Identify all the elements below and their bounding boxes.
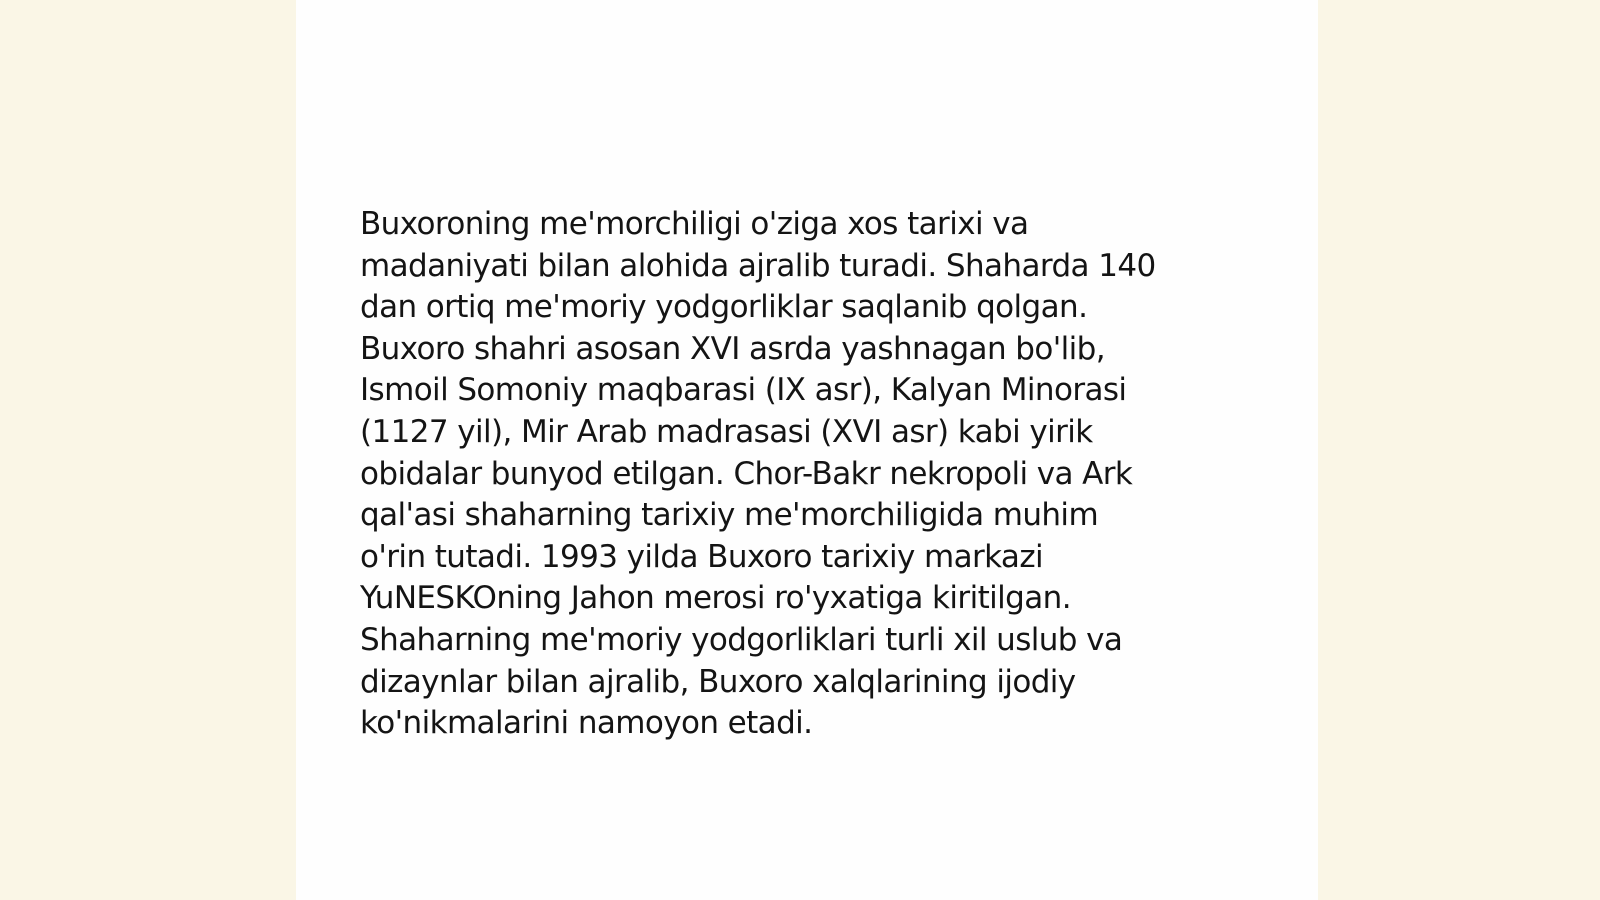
paragraph-line: qal'asi shaharning tarixiy me'morchiligida muhim [360, 497, 1099, 534]
right-background-panel [1318, 0, 1600, 900]
body-paragraph [360, 204, 1240, 745]
paragraph-line: Ismoil Somoniy maqbarasi (IX asr), Kalyan Minorasi [360, 372, 1127, 409]
slide-canvas [296, 0, 1318, 900]
paragraph-line: (1127 yil), Mir Arab madrasasi (XVI asr) kabi yirik [360, 413, 1093, 450]
paragraph-line: ko'nikmalarini namoyon etadi. [360, 705, 813, 742]
paragraph-line: Buxoroning me'morchiligi o'ziga xos tarixi va [360, 206, 1029, 242]
left-background-panel [0, 0, 296, 900]
paragraph-line: dizaynlar bilan ajralib, Buxoro xalqlarining ijodiy [360, 663, 1076, 700]
paragraph-line: madaniyati bilan alohida ajralib turadi. Shaharda 140 [360, 247, 1156, 284]
paragraph-line: Buxoro shahri asosan XVI asrda yashnagan bo'lib, [360, 330, 1105, 367]
paragraph-line: o'rin tutadi. 1993 yilda Buxoro tarixiy markazi [360, 538, 1043, 575]
paragraph-line: obidalar bunyod etilgan. Chor-Bakr nekropoli va Ark [360, 455, 1133, 492]
paragraph-line: dan ortiq me'moriy yodgorliklar saqlanib qolgan. [360, 289, 1088, 326]
paragraph-line: YuNESKOning Jahon merosi ro'yxatiga kiritilgan. [360, 580, 1071, 617]
paragraph-line: Shaharning me'moriy yodgorliklari turli xil uslub va [360, 621, 1123, 658]
